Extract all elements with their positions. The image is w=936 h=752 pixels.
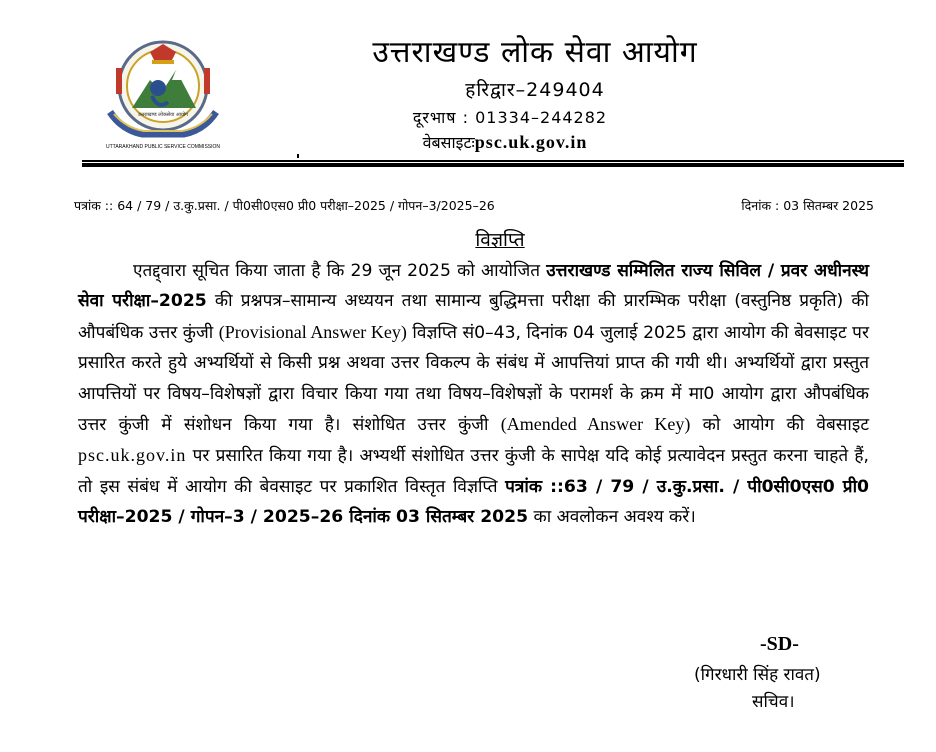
body-part-6: का अवलोकन अवश्य करें। — [528, 507, 696, 528]
website-url: psc.uk.gov.in — [474, 132, 588, 152]
commission-logo — [92, 30, 234, 156]
header-divider-thick — [82, 163, 904, 167]
signature-sd: -SD- — [760, 633, 799, 655]
organization-name: उत्तराखण्ड लोक सेवा आयोग — [372, 35, 698, 70]
website-url-inline: psc.uk.gov.in — [78, 445, 187, 466]
body-part-5: पर प्रसारित किया गया है। अभ्यर्थी संशोधित उत्तर कुंजी के सापेक्ष यदि कोई प्रत्यावेदन प्रस्तुत करना चाहते हैं, तो इस संबंध में आयोग की बेवसाइट पर प्रकाशित विस्तृत विज्ञप्ति — [78, 446, 869, 497]
body-part-3: विज्ञप्ति सं0–43, दिनांक 04 जुलाई 2025 द्वारा आयोग की बेवसाइट पर प्रसारित करते हुये अभ्यर्थियों से किसी प्रश्न अथवा उत्तर विकल्प के संबंध में आपत्तियां प्राप्त की गयी थी। अभ्यर्थियों द्वारा प्रस्तुत आपत्तियों पर विषय–विशेषज्ञों द्वारा विचार किया गया तथा विषय–विशेषज्ञों के परामर्श के क्रम में मा0 आयोग द्वारा औपबंधिक उत्तर कुंजी में संशोधन किया गया है। संशोधित उत्तर कुंजी — [78, 322, 869, 436]
header-rule-tick — [297, 154, 299, 158]
reference-number: पत्रांक :: 64 / 79 / उ.कु.प्रसा. / पी0सी0एस0 प्री0 परीक्षा–2025 / गोपन–3/2025–26 — [74, 198, 495, 213]
amended-key-en: (Amended Answer Key) — [500, 414, 691, 435]
emblem-icon — [92, 30, 234, 156]
organization-city: हरिद्वार–249404 — [465, 79, 605, 101]
body-part-1: एतद्द्वारा सूचित किया जाता है कि 29 जून 2025 को आयोजित — [133, 261, 547, 281]
notice-body — [78, 256, 869, 533]
signatory-designation: सचिव। — [752, 692, 795, 712]
notice-heading — [0, 226, 936, 252]
logo-caption-text: UTTARAKHAND PUBLIC SERVICE COMMISSION — [106, 144, 220, 150]
notice-heading-text: विज्ञप्ति — [475, 229, 525, 251]
organization-website — [300, 131, 710, 153]
body-part-4: को आयोग की वेबसाइट — [690, 415, 869, 436]
website-label: वेबसाइटः — [422, 133, 475, 152]
notice-date: दिनांक : 03 सितम्बर 2025 — [741, 198, 874, 213]
detailed-notice-ref: पत्रांक ::63 / 79 / उ.कु.प्रसा. / पी0सी0एस0 प्री0 परीक्षा–2025 / गोपन–3 / 2025–26 दिनांक 03 सितम्बर 2025 — [78, 476, 869, 528]
organization-phone: दूरभाष : 01334–244282 — [412, 108, 608, 127]
signatory-name: (गिरधारी सिंह रावत) — [694, 665, 821, 685]
provisional-key-en: (Provisional Answer Key) — [218, 321, 407, 342]
logo-motto-text: उत्तराखण्ड लोकसेवा आयोग — [138, 112, 188, 118]
exam-name: उत्तराखण्ड सम्मिलित राज्य सिविल / प्रवर अधीनस्थ सेवा परीक्षा–2025 — [78, 261, 869, 312]
header-divider-thin — [82, 160, 904, 162]
body-part-2: की प्रश्नपत्र–सामान्य अध्ययन तथा सामान्य बुद्धिमत्ता परीक्षा की प्रारम्भिक परीक्षा (वस्तुनिष्ठ प्रकृति) की औपबंधिक उत्तर कुंजी — [78, 291, 869, 343]
